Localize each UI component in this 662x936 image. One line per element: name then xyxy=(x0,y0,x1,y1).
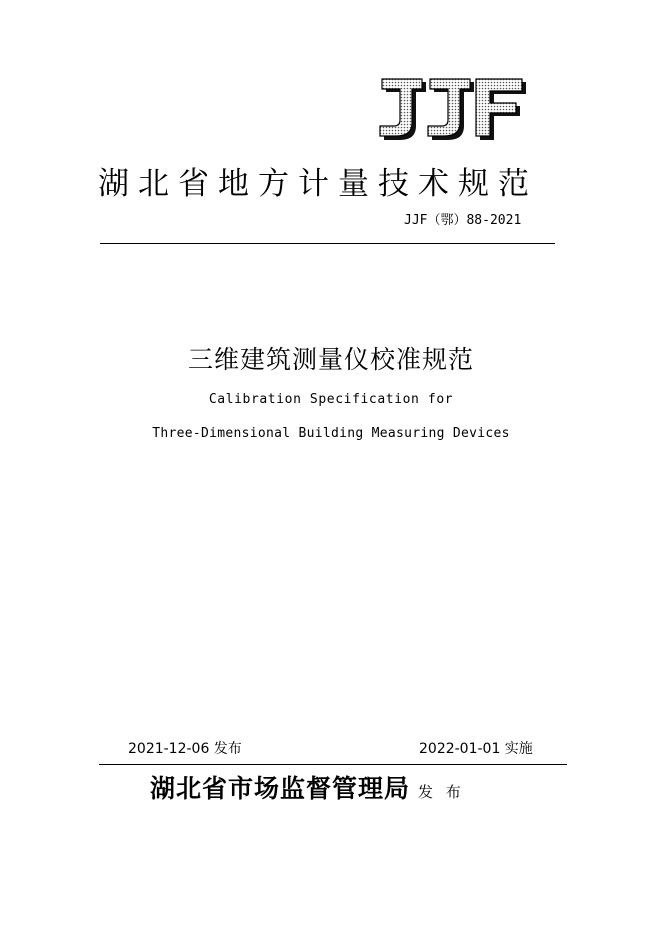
publisher-suffix: 发 布 xyxy=(418,783,465,801)
header-divider xyxy=(100,243,555,244)
standard-number: JJF（鄂）88-2021 xyxy=(404,213,522,228)
issue-date: 2021-12-06 发布 xyxy=(128,741,242,757)
document-title-en-line1: Calibration Specification for xyxy=(208,392,454,407)
document-title-cn: 三维建筑测量仪校准规范 xyxy=(187,345,474,374)
document-title-en-line2: Three-Dimensional Building Measuring Devices xyxy=(152,426,510,441)
implementation-date: 2022-01-01 实施 xyxy=(419,741,533,757)
publisher-name: 湖北省市场监督管理局 xyxy=(150,774,411,803)
header-title: 湖北省地方计量技术规范 xyxy=(98,166,538,202)
jjf-logo xyxy=(376,78,526,142)
publisher xyxy=(150,769,465,805)
footer-divider xyxy=(99,764,567,765)
